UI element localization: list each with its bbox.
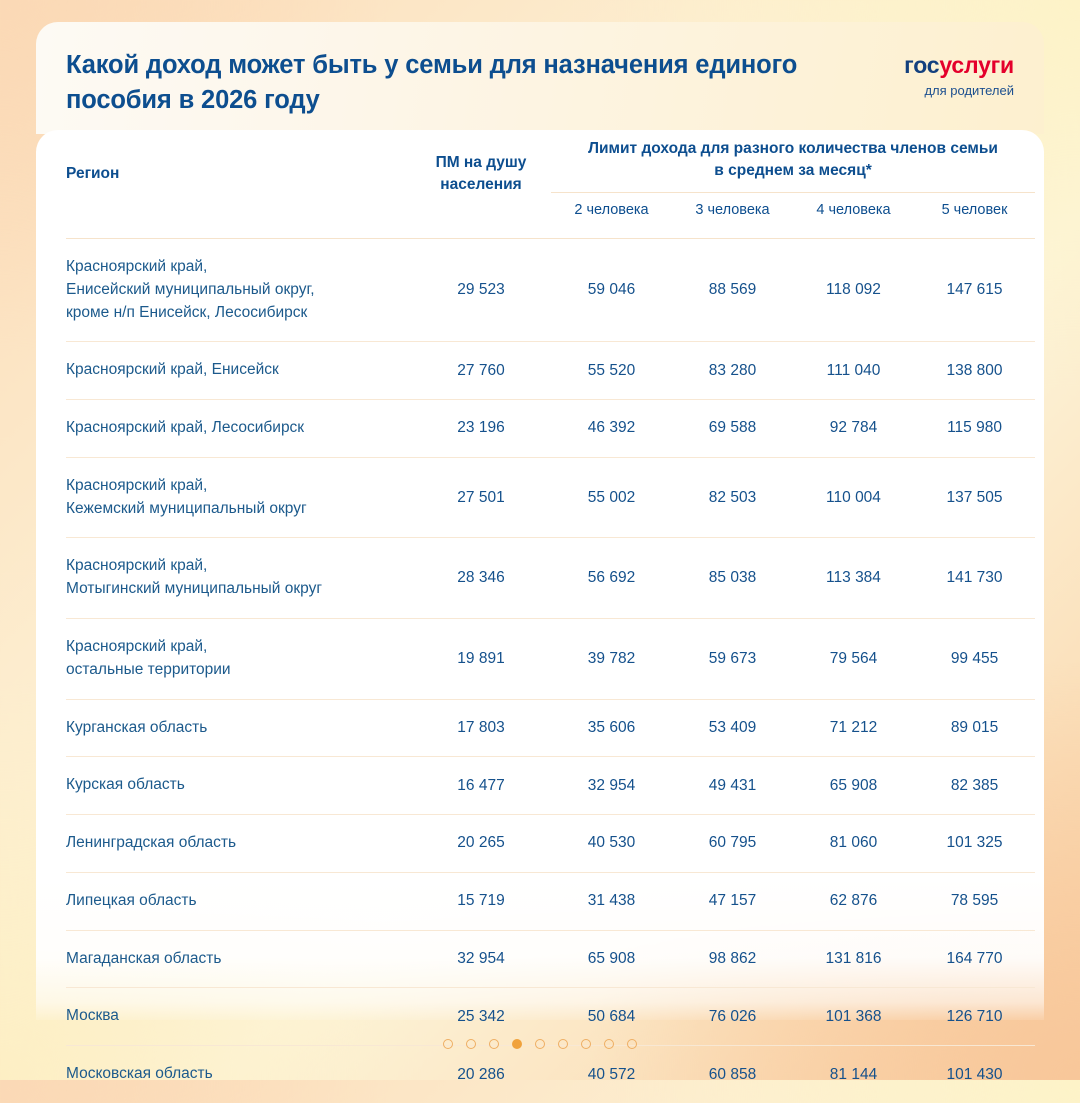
gosuslugi-logo	[904, 48, 1014, 97]
pagination-dot[interactable]	[604, 1039, 614, 1049]
cell-2-people: 50 684	[551, 988, 672, 1046]
table-row	[66, 757, 1035, 815]
cell-4-people: 111 040	[793, 342, 914, 400]
cell-4-people: 110 004	[793, 457, 914, 538]
cell-region: Магаданская область	[66, 930, 411, 988]
cell-3-people: 59 673	[672, 618, 793, 699]
cell-4-people: 79 564	[793, 618, 914, 699]
cell-4-people: 81 060	[793, 815, 914, 873]
pagination-dot-active[interactable]	[512, 1039, 522, 1049]
table-row	[66, 930, 1035, 988]
cell-region: Красноярский край, остальные территории	[66, 618, 411, 699]
cell-pm: 19 891	[411, 618, 551, 699]
cell-pm: 32 954	[411, 930, 551, 988]
logo-subtitle: для родителей	[924, 83, 1014, 98]
col-header-group	[551, 130, 1035, 192]
cell-4-people: 131 816	[793, 930, 914, 988]
table-head	[66, 130, 1035, 238]
cell-2-people: 40 572	[587, 1065, 636, 1083]
pagination-dot[interactable]	[627, 1039, 637, 1049]
cell-4-people: 62 876	[793, 872, 914, 930]
cell-5-people: 164 770	[914, 930, 1035, 988]
cell-3-people: 60 795	[672, 815, 793, 873]
cell-4-people: 92 784	[793, 400, 914, 458]
pagination-dot[interactable]	[466, 1039, 476, 1049]
cell-region: Красноярский край, Енисейск	[66, 342, 411, 400]
cell-region: Красноярский край, Кежемский муниципальный округ	[66, 457, 411, 538]
table-row	[66, 238, 1035, 341]
cell-3-people: 76 026	[672, 988, 793, 1046]
col-header-group-line1: Лимит дохода для разного количества членов семьи	[588, 140, 998, 157]
pagination-dot[interactable]	[443, 1039, 453, 1049]
cell-2-people: 56 692	[551, 538, 672, 619]
cell-2-people: 55 520	[551, 342, 672, 400]
cell-2-people: 55 002	[551, 457, 672, 538]
cell-3-people: 82 503	[672, 457, 793, 538]
cell-3-people: 60 858	[708, 1065, 757, 1083]
cell-2-people: 39 782	[551, 618, 672, 699]
cell-5-people: 115 980	[914, 400, 1035, 458]
table-row	[66, 400, 1035, 458]
col-header-region: Регион	[66, 164, 120, 182]
cell-2-people: 32 954	[551, 757, 672, 815]
cell-region: Липецкая область	[66, 872, 411, 930]
table-body	[66, 238, 1035, 1103]
col-header-pm	[411, 130, 551, 238]
cell-pm: 15 719	[411, 872, 551, 930]
cell-pm: 20 265	[411, 815, 551, 873]
cell-2-people: 59 046	[551, 238, 672, 341]
cell-region: Красноярский край, Мотыгинский муниципальный округ	[66, 538, 411, 619]
cell-4-people: 101 368	[793, 988, 914, 1046]
logo-wordmark	[904, 54, 1014, 77]
col-header-3-people: 3 человека	[672, 192, 793, 238]
cell-2-people: 31 438	[551, 872, 672, 930]
col-header-5-people: 5 человек	[914, 192, 1035, 238]
logo-gos-text: гос	[904, 52, 940, 78]
table-row	[66, 342, 1035, 400]
cell-5-people: 89 015	[914, 699, 1035, 757]
cell-region: Красноярский край, Енисейский муниципальный округ, кроме н/п Енисейск, Лесосибирск	[66, 238, 411, 341]
cell-region: Московская область	[66, 1065, 213, 1083]
table-row	[66, 1046, 1035, 1103]
cell-5-people: 138 800	[914, 342, 1035, 400]
table-row	[66, 618, 1035, 699]
logo-uslugi-text: услуги	[939, 52, 1014, 78]
table-card	[36, 130, 1044, 1083]
cell-3-people: 69 588	[672, 400, 793, 458]
cell-4-people: 118 092	[793, 238, 914, 341]
col-header-2-people: 2 человека	[551, 192, 672, 238]
income-limits-table	[66, 130, 1035, 1103]
table-row	[66, 988, 1035, 1046]
cell-4-people: 71 212	[793, 699, 914, 757]
cell-pm: 16 477	[411, 757, 551, 815]
page-title: Какой доход может быть у семьи для назначения единого пособия в 2026 году	[66, 51, 798, 115]
table-row	[66, 538, 1035, 619]
cell-region: Красноярский край, Лесосибирск	[66, 400, 411, 458]
cell-2-people: 65 908	[551, 930, 672, 988]
cell-5-people: 137 505	[914, 457, 1035, 538]
header-row-group	[66, 130, 1035, 192]
col-header-group-line2: в среднем за месяц*	[714, 162, 872, 180]
cell-5-people: 99 455	[914, 618, 1035, 699]
cell-4-people: 81 144	[829, 1065, 878, 1083]
pagination-dot[interactable]	[581, 1039, 591, 1049]
cell-5-people: 101 430	[946, 1065, 1003, 1083]
cell-4-people: 113 384	[793, 538, 914, 619]
cell-3-people: 53 409	[672, 699, 793, 757]
pagination-dot[interactable]	[489, 1039, 499, 1049]
pagination-dot[interactable]	[535, 1039, 545, 1049]
cell-5-people: 78 595	[914, 872, 1035, 930]
cell-pm: 27 760	[411, 342, 551, 400]
cell-3-people: 85 038	[672, 538, 793, 619]
cell-pm: 29 523	[411, 238, 551, 341]
cell-5-people: 126 710	[914, 988, 1035, 1046]
cell-2-people: 40 530	[551, 815, 672, 873]
cell-2-people: 35 606	[551, 699, 672, 757]
cell-region: Курская область	[66, 757, 411, 815]
cell-5-people: 141 730	[914, 538, 1035, 619]
cell-3-people: 49 431	[672, 757, 793, 815]
cell-region: Курганская область	[66, 699, 411, 757]
carousel-pagination[interactable]	[0, 1039, 1080, 1049]
cell-pm: 20 286	[457, 1065, 505, 1083]
table-row	[66, 457, 1035, 538]
cell-5-people: 101 325	[914, 815, 1035, 873]
cell-pm: 27 501	[411, 457, 551, 538]
pagination-dot[interactable]	[558, 1039, 568, 1049]
header-band	[36, 22, 1044, 134]
cell-pm: 28 346	[411, 538, 551, 619]
table-row	[66, 872, 1035, 930]
cell-pm: 17 803	[411, 699, 551, 757]
cell-pm: 25 342	[411, 988, 551, 1046]
cell-3-people: 98 862	[672, 930, 793, 988]
cell-3-people: 88 569	[672, 238, 793, 341]
cell-4-people: 65 908	[793, 757, 914, 815]
table-row	[66, 699, 1035, 757]
cell-region: Ленинградская область	[66, 815, 411, 873]
cell-5-people: 147 615	[914, 238, 1035, 341]
col-header-4-people: 4 человека	[793, 192, 914, 238]
cell-2-people: 46 392	[551, 400, 672, 458]
cell-5-people: 82 385	[914, 757, 1035, 815]
cell-3-people: 47 157	[672, 872, 793, 930]
col-header-pm-line2: населения	[440, 175, 522, 193]
cell-region: Москва	[66, 988, 411, 1046]
cell-3-people: 83 280	[672, 342, 793, 400]
cell-pm: 23 196	[411, 400, 551, 458]
col-header-pm-line1: ПМ на душу	[435, 153, 527, 171]
table-row	[66, 815, 1035, 873]
